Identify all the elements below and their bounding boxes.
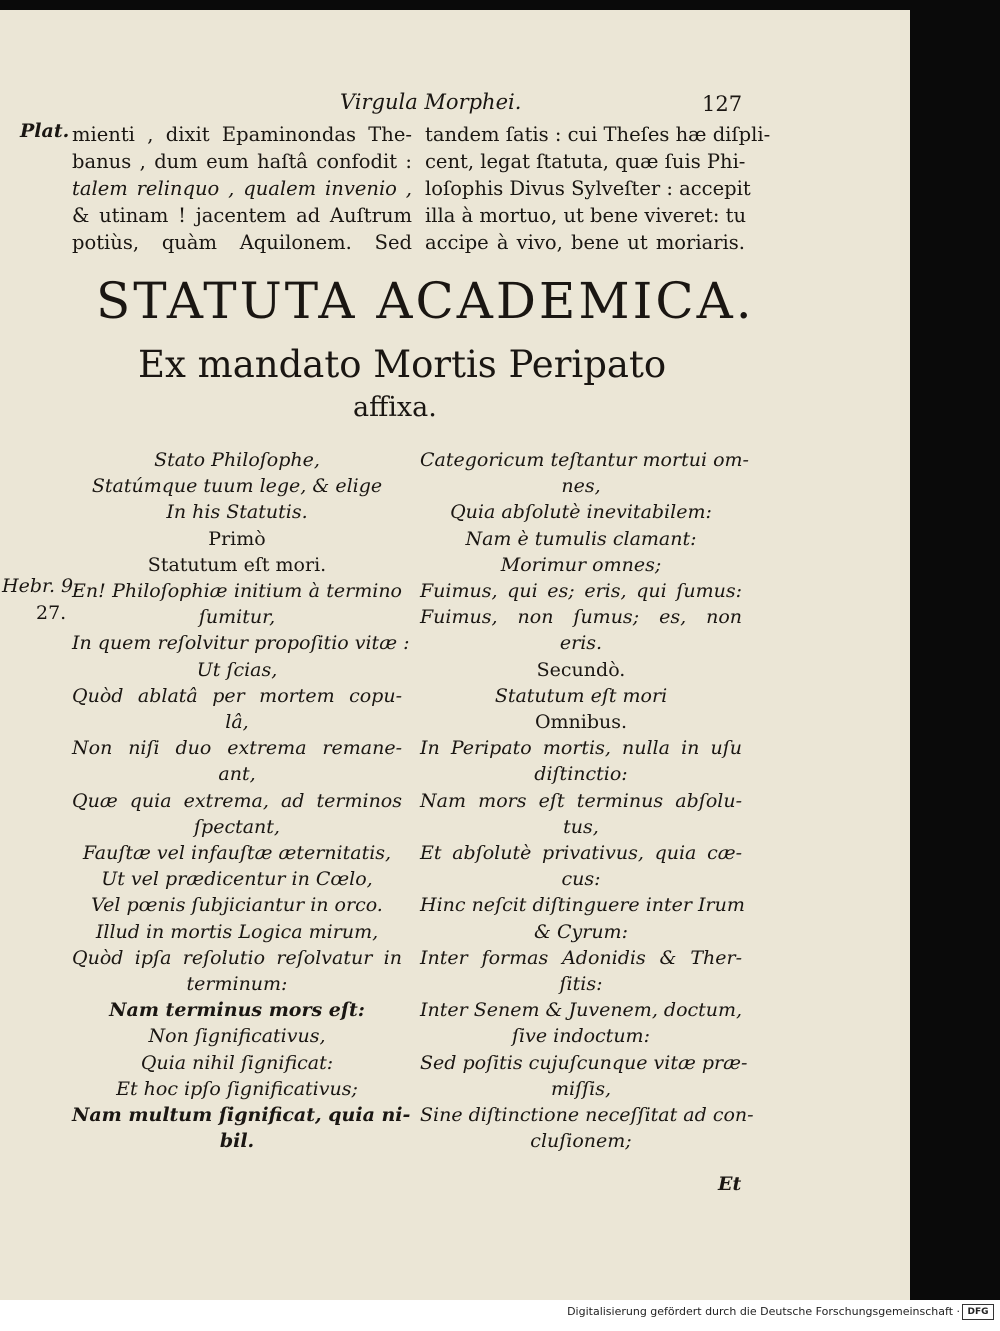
prose-right-column (425, 121, 771, 256)
subtitle-continued: affixa. (353, 392, 437, 423)
marginal-reference: Hebr. 9. (2, 575, 80, 597)
column-line: In Peripato mortis, nulla in uſu (420, 737, 742, 760)
column-line: Statúmque tuum lege, & elige (91, 475, 383, 498)
prose-left-column (72, 121, 412, 256)
column-line: Quia nihil ſignificat: (140, 1051, 334, 1074)
column-line: Illud in mortis Logica mirum, (95, 920, 379, 943)
prose-line: loſophis Divus Sylveſter : accepit (425, 177, 751, 200)
book-page (0, 10, 910, 1300)
column-line: Sine diſtinctione neceſſitat ad con- (420, 1104, 754, 1126)
column-line: Omnibus. (534, 711, 628, 733)
column-line: En! Philoſophiæ initium à termino (72, 580, 402, 602)
column-line: terminum: (186, 973, 288, 995)
column-line: ant, (218, 763, 256, 786)
prose-line: illa à mortuo, ut bene viveret: tu (425, 204, 747, 227)
column-line: Categoricum teſtantur mortui om- (420, 449, 749, 471)
column-line: In quem reſolvitur propoſitio vitæ : (72, 632, 410, 655)
prose-line: mienti , dixit Epaminondas The- (72, 123, 412, 146)
column-line: Statutum eſt mori (494, 684, 668, 707)
column-line: ſive indoctum: (512, 1025, 650, 1048)
prose-line: tandem ſatis : cui Theſes hæ diſpli- (425, 123, 771, 146)
running-title: Virgula Morphei. (340, 90, 522, 114)
column-line: Et abſolutè privativus, quia cæ- (420, 842, 742, 864)
column-line: Primò (208, 527, 266, 550)
scan-border (910, 10, 1000, 1300)
column-line: Quòd ablatâ per mortem copu- (72, 684, 402, 707)
margin-note: Plat. (20, 120, 70, 142)
column-line: Stato Philoſophe, (154, 449, 320, 471)
column-line: Inter formas Adonidis & Ther- (420, 946, 742, 969)
page-number: 127 (702, 92, 743, 116)
column-line: Quòd ipſa reſolutio reſolvatur in (72, 946, 402, 969)
prose-line: banus , dum eum haſtâ confodit : (72, 150, 412, 173)
column-line: Et hoc ipſo ſignificativus; (116, 1077, 358, 1100)
column-line: Sed poſitis cujuſcunque vitæ præ- (420, 1051, 748, 1074)
footer-credit: Digitalisierung gefördert durch die Deutsche Forschungsgemeinschaft · (567, 1305, 960, 1318)
column-line: ſitis: (559, 973, 603, 995)
column-line: In his Statutis. (166, 501, 308, 524)
prose-line: accipe à vivo, bene ut moriaris. (425, 231, 745, 254)
column-line: ſpectant, (194, 815, 280, 838)
column-line: bil. (219, 1130, 255, 1153)
column-line: Nam terminus mors eſt: (109, 999, 365, 1022)
column-line: Statutum eſt mori. (147, 553, 327, 576)
column-line: Secundò. (536, 658, 626, 681)
column-line: Vel pœnis ſubjiciantur in orco. (91, 894, 383, 917)
column-line: Inter Senem & Juvenem, doctum, (420, 999, 743, 1022)
column-line: Fuimus, qui es; eris, qui ſumus: (420, 580, 742, 602)
subtitle: Ex mandato Mortis Peripato (138, 343, 667, 386)
column-line: Non ſignificativus, (148, 1025, 326, 1048)
catchword: Et (718, 1173, 742, 1195)
column-line: Nam multum ſignificat, quia ni- (72, 1104, 411, 1126)
column-line: cluſionem; (530, 1130, 632, 1153)
prose-line: & utinam ! jacentem ad Auſtrum (72, 204, 412, 227)
marginal-reference-verse: 27. (36, 602, 67, 624)
column-line: Quia abſolutè inevitabilem: (450, 501, 712, 524)
prose-line: talem relinquo , qualem invenio , (72, 177, 412, 200)
column-line: Ut ſcias, (196, 658, 278, 681)
column-line: tus, (563, 815, 599, 838)
column-line: Nam mors eſt terminus abſolu- (420, 789, 742, 812)
column-line: Morimur omnes; (500, 553, 662, 576)
column-line: eris. (559, 632, 603, 655)
column-line: diſtinctio: (534, 763, 628, 786)
column-line: lâ, (225, 711, 249, 733)
column-line: nes, (561, 475, 601, 498)
prose-line: cent, legat ſtatuta, quæ ſuis Phi- (425, 150, 746, 173)
column-line: Ut vel prædicentur in Cœlo, (101, 868, 373, 891)
dfg-logo: DFG (962, 1304, 994, 1320)
column-line: Fauſtæ vel infauſtæ æternitatis, (82, 842, 392, 864)
column-line: Quæ quia extrema, ad terminos (72, 789, 402, 812)
column-line: miſſis, (550, 1077, 612, 1100)
column-line: & Cyrum: (534, 920, 628, 943)
column-line: Hinc neſcit diſtinguere inter Irum (420, 894, 745, 917)
column-line: cus: (561, 868, 601, 891)
column-line: Non niſi duo extrema remane- (72, 737, 402, 760)
column-line: ſumitur, (198, 606, 276, 629)
main-title: STATUTA ACADEMICA. (96, 272, 755, 330)
column-line: Fuimus, non ſumus; es, non (420, 606, 742, 629)
prose-line: potiùs, quàm Aquilonem. Sed (72, 231, 412, 254)
column-line: Nam è tumulis clamant: (465, 527, 697, 550)
